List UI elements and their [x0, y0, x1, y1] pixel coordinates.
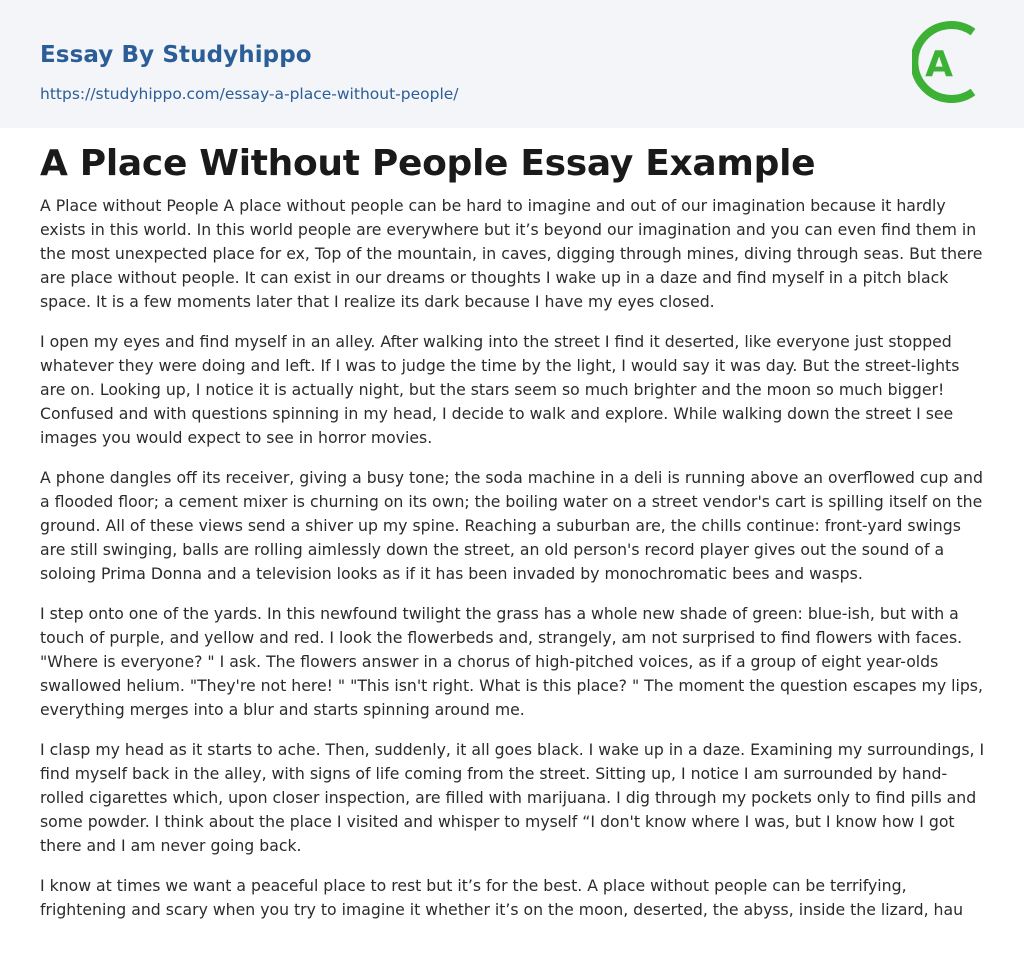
essay-paragraph: A phone dangles off its receiver, giving a busy tone; the soda machine in a deli is running above an overflowed cup and a flooded floor; a cement mixer is churning on its own; the boiling water on a street vendor's cart is spilling itself on the ground. All of these views send a shiver up my spine. Reaching a suburban are, the chills continue: front-yard swings are still swinging, balls are rolling aimlessly down the street, an old person's record player gives out the sound of a soloing Prima Donna and a television looks as if it has been invaded by monochromatic bees and wasps.: [40, 468, 983, 583]
essay-paragraph: A Place without People A place without people can be hard to imagine and out of our imagination because it hardly exists in this world. In this world people are everywhere but it’s beyond our imagination and you can even find them in the most unexpected place for ex, Top of the mountain, in caves, digging through mines, diving through seas. But there are place without people. It can exist in our dreams or thoughts I wake up in a daze and find myself in a pitch black space. It is a few moments later that I realize its dark because I have my eyes closed.: [40, 196, 983, 311]
essay-paragraph: I clasp my head as it starts to ache. Then, suddenly, it all goes black. I wake up in a daze. Examining my surroundings, I find myself back in the alley, with signs of life coming from the street. Sitting up, I notice I am surrounded by hand-rolled cigarettes which, upon closer inspection, are filled with marijuana. I dig through my pockets only to find pills and some powder. I think about the place I visited and whisper to myself “I don't know where I was, but I know how I got there and I am never going back.: [40, 740, 985, 855]
site-header: [0, 0, 1024, 128]
essay-paragraph: I step onto one of the yards. In this newfound twilight the grass has a whole new shade of green: blue-ish, but with a touch of purple, and yellow and red. I look the flowerbeds and, strangely, am not surprised to find flowers with faces. "Where is everyone? " I ask. The flowers answer in a chorus of high-pitched voices, as if a group of eight year-olds swallowed helium. "They're not here! " "This isn't right. What is this place? " The moment the question escapes my lips, everything merges into a blur and starts spinning around me.: [40, 604, 983, 719]
studyhippo-logo-icon[interactable]: [912, 18, 988, 106]
essay-paragraph: I open my eyes and find myself in an alley. After walking into the street I find it deserted, like everyone just stopped whatever they were doing and left. If I was to judge the time by the light, I would say it was day. But the street-lights are on. Looking up, I notice it is actually night, but the stars seem so much brighter and the moon so much bigger! Confused and with questions spinning in my head, I decide to walk and explore. While walking down the street I see images you would expect to see in horror movies.: [40, 332, 960, 447]
site-brand[interactable]: Essay By Studyhippo: [40, 42, 312, 68]
page-title: A Place Without People Essay Example: [40, 143, 816, 184]
essay-body: [40, 194, 988, 979]
logo-letter: A: [925, 44, 953, 85]
essay-paragraph: I know at times we want a peaceful place to rest but it’s for the best. A place without people can be terrifying, frightening and scary when you try to imagine it whether it’s on the moon, deserted, the abyss, inside the lizard, hau: [40, 876, 964, 919]
page-url-link[interactable]: https://studyhippo.com/essay-a-place-without-people/: [40, 85, 459, 103]
